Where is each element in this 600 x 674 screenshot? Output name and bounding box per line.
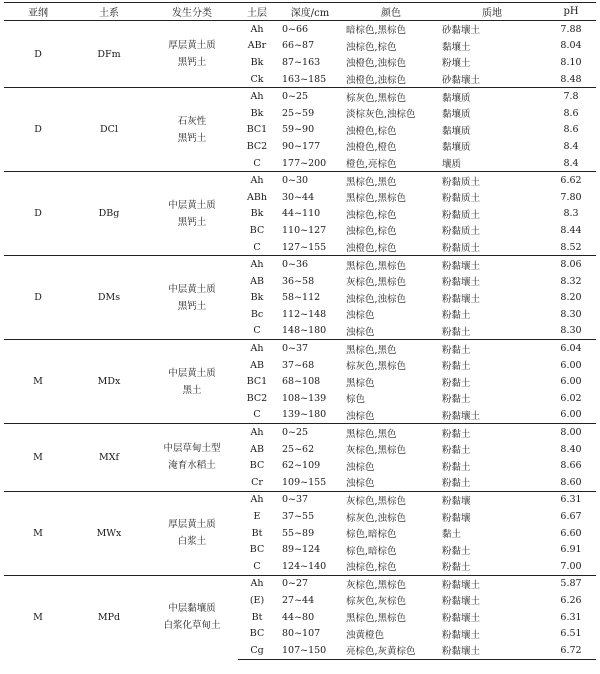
ph-cell: 8.32 <box>560 275 582 287</box>
ph-cell: 8.6 <box>563 107 579 119</box>
texture-cell: 粉黏土 <box>442 394 471 406</box>
ph-cell: 8.44 <box>560 224 582 236</box>
texture-cell: 粉黏壤土 <box>442 293 481 305</box>
horizon-cell: BC <box>249 460 265 472</box>
subgroup-cell: M <box>4 575 72 659</box>
ph-cell: 6.51 <box>560 628 582 640</box>
horizon-cell: (E) <box>249 594 265 606</box>
table-row <box>4 88 596 105</box>
texture-cell: 黏壤土 <box>442 41 471 53</box>
depth-cell: 0~27 <box>276 575 344 592</box>
texture-cell: 黏土 <box>442 529 462 541</box>
texture-cell: 粉黏质土 <box>442 243 481 255</box>
texture-cell: 粉黏质土 <box>442 209 481 221</box>
genetic-classification-line: 中层草甸土型 <box>163 443 221 455</box>
series-cell: MDx <box>72 340 146 424</box>
genetic-classification-line: 黑钙土 <box>177 57 207 69</box>
genetic-classification-line: 厚层黄土质 <box>168 519 216 531</box>
soil-series-group <box>4 172 596 256</box>
color-cell: 淡棕灰色,浊棕色 <box>346 109 416 121</box>
depth-cell: 62~109 <box>282 460 321 472</box>
ph-cell: 6.00 <box>560 376 582 388</box>
ph-cell: 6.02 <box>560 392 582 404</box>
horizon-cell: Ah <box>238 88 276 105</box>
genetic-classification-cell <box>146 491 238 575</box>
soil-series-group <box>4 21 596 88</box>
ph-cell: 7.00 <box>560 560 582 572</box>
horizon-cell: Cr <box>251 476 263 488</box>
color-cell: 浊棕色 <box>346 478 375 490</box>
horizon-cell: Ck <box>250 73 264 85</box>
genetic-classification-line: 石灰性 <box>177 115 207 127</box>
horizon-cell: C <box>253 409 261 421</box>
table-header <box>4 3 596 21</box>
color-cell: 浊棕色,棕色 <box>346 209 397 221</box>
texture-cell: 粉黏质土 <box>438 172 546 189</box>
color-cell: 浊橙色,橙色 <box>346 142 397 154</box>
genetic-classification-line: 中层黄土质 <box>168 283 216 295</box>
depth-cell: 0~25 <box>276 88 344 105</box>
color-cell: 灰棕色,黑棕色 <box>344 491 438 508</box>
horizon-cell: BC2 <box>246 392 268 404</box>
horizon-cell: C <box>253 325 261 337</box>
depth-cell: 0~37 <box>276 340 344 357</box>
color-cell: 浊棕色,棕色 <box>346 226 397 238</box>
genetic-classification-cell <box>146 424 238 491</box>
depth-cell: 110~127 <box>282 224 327 236</box>
series-cell: MXf <box>72 424 146 491</box>
texture-cell: 粉黏土 <box>442 326 471 338</box>
texture-cell: 粉黏土 <box>442 377 471 389</box>
color-cell: 棕色,暗棕色 <box>346 545 397 557</box>
depth-cell: 112~148 <box>282 308 327 320</box>
genetic-classification-cell <box>146 172 238 256</box>
ph-cell: 8.52 <box>560 241 582 253</box>
color-cell: 浊棕色 <box>346 326 375 338</box>
depth-cell: 44~110 <box>282 208 321 220</box>
color-cell: 浊棕色,棕色 <box>346 562 397 574</box>
texture-cell: 粉黏土 <box>438 340 546 357</box>
color-cell: 浊棕色,棕色 <box>346 41 397 53</box>
ph-cell: 8.06 <box>546 256 596 273</box>
ph-cell: 8.60 <box>560 476 582 488</box>
genetic-classification-cell <box>146 88 238 172</box>
horizon-cell: Ah <box>238 172 276 189</box>
soil-series-group <box>4 491 596 575</box>
texture-cell: 粉黏土 <box>442 478 471 490</box>
subgroup-cell: M <box>4 424 72 491</box>
ph-cell: 6.26 <box>560 594 582 606</box>
texture-cell: 粉黏质土 <box>442 226 481 238</box>
texture-cell: 粉黏壤 <box>442 512 471 524</box>
table-row <box>4 21 596 38</box>
subgroup-cell: D <box>4 172 72 256</box>
color-cell: 橙色,亮棕色 <box>346 159 397 171</box>
color-cell: 黑棕色,黑棕色 <box>346 193 407 205</box>
texture-cell: 壤质 <box>442 159 462 171</box>
genetic-classification-line: 黑土 <box>182 384 202 396</box>
color-cell: 浊橙色,浊棕色 <box>346 75 407 87</box>
texture-cell: 粉黏壤土 <box>438 256 546 273</box>
header-color: 颜色 <box>344 3 438 21</box>
color-cell: 暗棕色,黑棕色 <box>344 21 438 38</box>
soil-series-group <box>4 88 596 172</box>
color-cell: 棕色 <box>346 394 366 406</box>
color-cell: 棕灰色,灰棕色 <box>346 596 407 608</box>
texture-cell: 粉黏壤土 <box>442 629 481 641</box>
depth-cell: 0~66 <box>276 21 344 38</box>
table-row <box>4 575 596 592</box>
depth-cell: 148~180 <box>282 325 327 337</box>
depth-cell: 0~37 <box>276 491 344 508</box>
color-cell: 浊棕色 <box>346 410 375 422</box>
ph-cell: 8.3 <box>563 208 579 220</box>
texture-cell: 粉黏壤土 <box>442 277 481 289</box>
color-cell: 浊橙色,棕色 <box>346 243 397 255</box>
depth-cell: 44~80 <box>282 611 315 623</box>
subgroup-cell: M <box>4 340 72 424</box>
ph-cell: 8.30 <box>560 325 582 337</box>
ph-cell: 8.40 <box>560 443 582 455</box>
color-cell: 浊棕色 <box>346 310 375 322</box>
header-texture: 质地 <box>438 3 546 21</box>
subgroup-cell: D <box>4 21 72 88</box>
ph-cell: 8.20 <box>560 292 582 304</box>
color-cell: 浊黄橙色 <box>346 629 385 641</box>
depth-cell: 37~55 <box>282 511 315 523</box>
depth-cell: 109~155 <box>282 476 327 488</box>
ph-cell: 8.6 <box>563 124 579 136</box>
texture-cell: 粉黏土 <box>442 361 471 373</box>
header-row <box>4 3 596 21</box>
color-cell: 浊橙色,浊棕色 <box>346 58 407 70</box>
header-depth: 深度/cm <box>276 3 344 21</box>
genetic-classification-line: 中层黄土质 <box>168 367 216 379</box>
depth-cell: 89~124 <box>282 544 321 556</box>
horizon-cell: AB <box>250 443 264 455</box>
header-subgroup: 亚纲 <box>4 3 72 21</box>
soil-series-group <box>4 256 596 340</box>
horizon-cell: Bc <box>250 308 264 320</box>
series-cell: MPd <box>72 575 146 659</box>
depth-cell: 55~89 <box>282 527 315 539</box>
horizon-cell: AB <box>250 275 264 287</box>
ph-cell: 6.67 <box>560 511 582 523</box>
depth-cell: 139~180 <box>282 409 327 421</box>
horizon-cell: AB <box>250 359 264 371</box>
horizon-cell: Bk <box>250 56 264 68</box>
depth-cell: 90~177 <box>282 140 321 152</box>
depth-cell: 25~62 <box>282 443 315 455</box>
subgroup-cell: D <box>4 256 72 340</box>
color-cell: 黑棕色,黑棕色 <box>344 256 438 273</box>
horizon-cell: BC2 <box>246 140 268 152</box>
genetic-classification-cell <box>146 256 238 340</box>
ph-cell: 8.04 <box>560 40 582 52</box>
ph-cell: 6.60 <box>560 527 582 539</box>
ph-cell: 6.31 <box>560 611 582 623</box>
genetic-classification-line: 淹育水稻土 <box>168 460 216 472</box>
depth-cell: 66~87 <box>282 40 315 52</box>
horizon-cell: Ah <box>238 340 276 357</box>
horizon-cell: C <box>253 157 261 169</box>
horizon-cell: BC1 <box>246 376 268 388</box>
horizon-cell: Bk <box>250 107 264 119</box>
horizon-cell: Ah <box>238 575 276 592</box>
ph-cell: 7.80 <box>560 191 582 203</box>
horizon-cell: Ah <box>238 424 276 441</box>
color-cell: 浊棕色 <box>346 461 375 473</box>
depth-cell: 107~150 <box>276 642 344 659</box>
color-cell: 棕灰色,黑棕色 <box>346 361 407 373</box>
ph-cell: 6.62 <box>546 172 596 189</box>
horizon-cell: BC1 <box>246 124 268 136</box>
header-horizon: 土层 <box>238 3 276 21</box>
color-cell: 黑棕色,黑色 <box>344 172 438 189</box>
genetic-classification-cell <box>146 575 238 659</box>
depth-cell: 163~185 <box>282 73 327 85</box>
horizon-cell: E <box>253 511 261 523</box>
ph-cell: 8.48 <box>560 73 582 85</box>
genetic-classification-line: 中层黏壤质 <box>168 603 216 615</box>
depth-cell: 127~155 <box>282 241 327 253</box>
header-ph: pH <box>546 3 596 21</box>
depth-cell: 177~200 <box>282 157 327 169</box>
texture-cell: 黏壤质 <box>442 125 471 137</box>
genetic-classification-cell <box>146 21 238 88</box>
depth-cell: 124~140 <box>282 560 327 572</box>
color-cell: 浊棕色,浊棕色 <box>346 293 407 305</box>
depth-cell: 108~139 <box>282 392 327 404</box>
texture-cell: 粉黏土 <box>442 461 471 473</box>
genetic-classification-line: 厚层黄土质 <box>168 40 216 52</box>
depth-cell: 37~68 <box>282 359 315 371</box>
ph-cell: 7.88 <box>546 21 596 38</box>
texture-cell: 粉黏土 <box>442 310 471 322</box>
genetic-classification-line: 白浆土 <box>177 536 207 548</box>
horizon-cell: Bt <box>251 527 263 539</box>
table-row <box>4 424 596 441</box>
ph-cell: 6.04 <box>546 340 596 357</box>
texture-cell: 粉黏土 <box>442 445 471 457</box>
soil-series-group <box>4 575 596 659</box>
texture-cell: 粉黏质土 <box>442 193 481 205</box>
genetic-classification-line: 黑钙土 <box>177 216 207 228</box>
horizon-cell: Ah <box>238 491 276 508</box>
texture-cell: 砂黏壤土 <box>442 75 481 87</box>
depth-cell: 68~108 <box>282 376 321 388</box>
ph-cell: 6.72 <box>546 642 596 659</box>
series-cell: DBg <box>72 172 146 256</box>
texture-cell: 粉黏壤土 <box>442 596 481 608</box>
ph-cell: 6.91 <box>560 544 582 556</box>
table-row <box>4 172 596 189</box>
color-cell: 棕色,暗棕色 <box>346 529 397 541</box>
horizon-cell: ABr <box>247 40 267 52</box>
color-cell: 灰棕色,黑棕色 <box>346 445 407 457</box>
soil-profile-table <box>4 2 596 660</box>
horizon-cell: BC <box>249 544 265 556</box>
texture-cell: 粉黏土 <box>442 545 471 557</box>
horizon-cell: Ah <box>238 256 276 273</box>
depth-cell: 27~44 <box>282 594 315 606</box>
texture-cell: 粉壤土 <box>442 58 471 70</box>
ph-cell: 6.31 <box>546 491 596 508</box>
texture-cell: 粉黏壤土 <box>438 642 546 659</box>
ph-cell: 8.00 <box>546 424 596 441</box>
table-row <box>4 340 596 357</box>
texture-cell: 粉黏土 <box>442 562 471 574</box>
texture-cell: 砂黏壤土 <box>438 21 546 38</box>
depth-cell: 30~44 <box>282 191 315 203</box>
depth-cell: 0~30 <box>276 172 344 189</box>
depth-cell: 25~59 <box>282 107 315 119</box>
texture-cell: 黏壤质 <box>442 142 471 154</box>
ph-cell: 7.8 <box>546 88 596 105</box>
color-cell: 灰棕色,黑棕色 <box>346 277 407 289</box>
horizon-cell: ABh <box>247 191 267 203</box>
ph-cell: 6.00 <box>560 409 582 421</box>
texture-cell: 粉黏土 <box>438 424 546 441</box>
header-series: 土系 <box>72 3 146 21</box>
series-cell: DCl <box>72 88 146 172</box>
table-row <box>4 256 596 273</box>
horizon-cell: Cg <box>238 642 276 659</box>
ph-cell: 5.87 <box>546 575 596 592</box>
color-cell: 棕灰色,浊棕色 <box>346 512 407 524</box>
horizon-cell: BC <box>249 628 265 640</box>
color-cell: 浊橙色,棕色 <box>346 125 397 137</box>
depth-cell: 80~107 <box>282 628 321 640</box>
series-cell: DFm <box>72 21 146 88</box>
horizon-cell: Ah <box>238 21 276 38</box>
horizon-cell: Bk <box>250 208 264 220</box>
texture-cell: 粉黏壤土 <box>442 613 481 625</box>
ph-cell: 8.4 <box>563 157 579 169</box>
ph-cell: 8.4 <box>563 140 579 152</box>
table-row <box>4 491 596 508</box>
header-genetic-classification: 发生分类 <box>146 3 238 21</box>
horizon-cell: Bt <box>251 611 263 623</box>
series-cell: MWx <box>72 491 146 575</box>
subgroup-cell: M <box>4 491 72 575</box>
depth-cell: 59~90 <box>282 124 315 136</box>
horizon-cell: C <box>253 241 261 253</box>
texture-cell: 粉黏壤土 <box>442 410 481 422</box>
horizon-cell: BC <box>249 224 265 236</box>
color-cell: 黑棕色,黑色 <box>344 424 438 441</box>
genetic-classification-line: 白浆化草甸土 <box>163 620 221 632</box>
ph-cell: 8.30 <box>560 308 582 320</box>
texture-cell: 黏壤质 <box>442 109 471 121</box>
ph-cell: 6.00 <box>560 359 582 371</box>
genetic-classification-line: 中层黄土质 <box>168 199 216 211</box>
depth-cell: 58~112 <box>282 292 321 304</box>
horizon-cell: Bk <box>250 292 264 304</box>
depth-cell: 0~25 <box>276 424 344 441</box>
depth-cell: 0~36 <box>276 256 344 273</box>
ph-cell: 8.10 <box>560 56 582 68</box>
series-cell: DMs <box>72 256 146 340</box>
horizon-cell: C <box>253 560 261 572</box>
ph-cell: 8.66 <box>560 460 582 472</box>
color-cell: 亮棕色,灰黄棕色 <box>344 642 438 659</box>
color-cell: 棕灰色,黑棕色 <box>344 88 438 105</box>
depth-cell: 87~163 <box>282 56 321 68</box>
color-cell: 黑棕色,黑色 <box>344 340 438 357</box>
color-cell: 黑棕色 <box>346 377 375 389</box>
texture-cell: 黏壤质 <box>438 88 546 105</box>
subgroup-cell: D <box>4 88 72 172</box>
soil-series-group <box>4 424 596 491</box>
color-cell: 黑棕色,黑棕色 <box>346 613 407 625</box>
genetic-classification-line: 黑钙土 <box>177 300 207 312</box>
soil-series-group <box>4 340 596 424</box>
genetic-classification-line: 黑钙土 <box>177 132 207 144</box>
color-cell: 灰棕色,黑棕色 <box>344 575 438 592</box>
genetic-classification-cell <box>146 340 238 424</box>
depth-cell: 36~58 <box>282 275 315 287</box>
texture-cell: 粉黏壤土 <box>438 575 546 592</box>
texture-cell: 粉黏壤 <box>438 491 546 508</box>
